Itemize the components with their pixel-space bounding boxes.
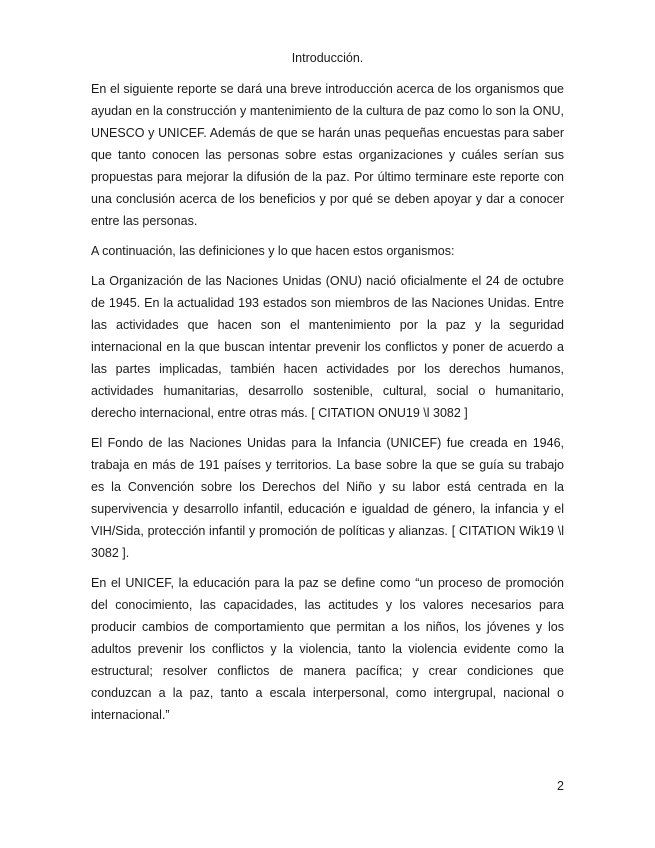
page-number: 2 [557,779,564,793]
paragraph-definitions-intro: A continuación, las definiciones y lo que hacen estos organismos: [91,244,455,258]
page-title: Introducción. [291,51,364,65]
paragraph-unicef: El Fondo de las Naciones Unidas para la Infancia (UNICEF) fue creada en 1946, trabaja en más de 191 países y territorios. La base sobre la que se guía su trabajo es la Convención sobre los Derechos del Niño y su labor está centrada en la supervivencia y desarrollo infantil, educación e igualdad de género, la infancia y el VIH/Sida, protección infantil y promoción de políticas y alianzas. [ CITATION Wik19 \l 3082 ]. [91,436,564,560]
paragraph-peace-education: En el UNICEF, la educación para la paz se define como “un proceso de promoción del conocimiento, las capacidades, las actitudes y los valores necesarios para producir cambios de comportamiento que permitan a los niños, los jóvenes y los adultos prevenir los conflictos y la violencia, tanto la violencia evidente como la estructural; resolver conflictos de manera pacífica; y crear condiciones que conduzcan a la paz, tanto a escala interpersonal, como intergrupal, nacional o internacional.” [91,576,564,722]
paragraph-introduction: En el siguiente reporte se dará una breve introducción acerca de los organismos que ayudan en la construcción y mantenimiento de la cultura de paz como lo son la ONU, UNESCO y UNICEF. Además de que se harán unas pequeñas encuestas para saber que tanto conocen las personas sobre estas organizaciones y cuáles serían sus propuestas para mejorar la difusión de la paz. Por último terminare este reporte con una conclusión acerca de los beneficios y por qué se deben apoyar y dar a conocer entre las personas. [91,82,564,228]
document-body [91,78,564,734]
paragraph-onu: La Organización de las Naciones Unidas (ONU) nació oficialmente el 24 de octubre de 1945. En la actualidad 193 estados son miembros de las Naciones Unidas. Entre las actividades que hacen son el mantenimiento por la paz y la seguridad internacional en la que buscan intentar prevenir los conflictos y poner de acuerdo a las partes implicadas, también hacen actividades por los derechos humanos, actividades humanitarias, desarrollo sostenible, cultural, social o humanitario, derecho internacional, entre otras más. [ CITATION ONU19 \l 3082 ] [91,274,564,420]
